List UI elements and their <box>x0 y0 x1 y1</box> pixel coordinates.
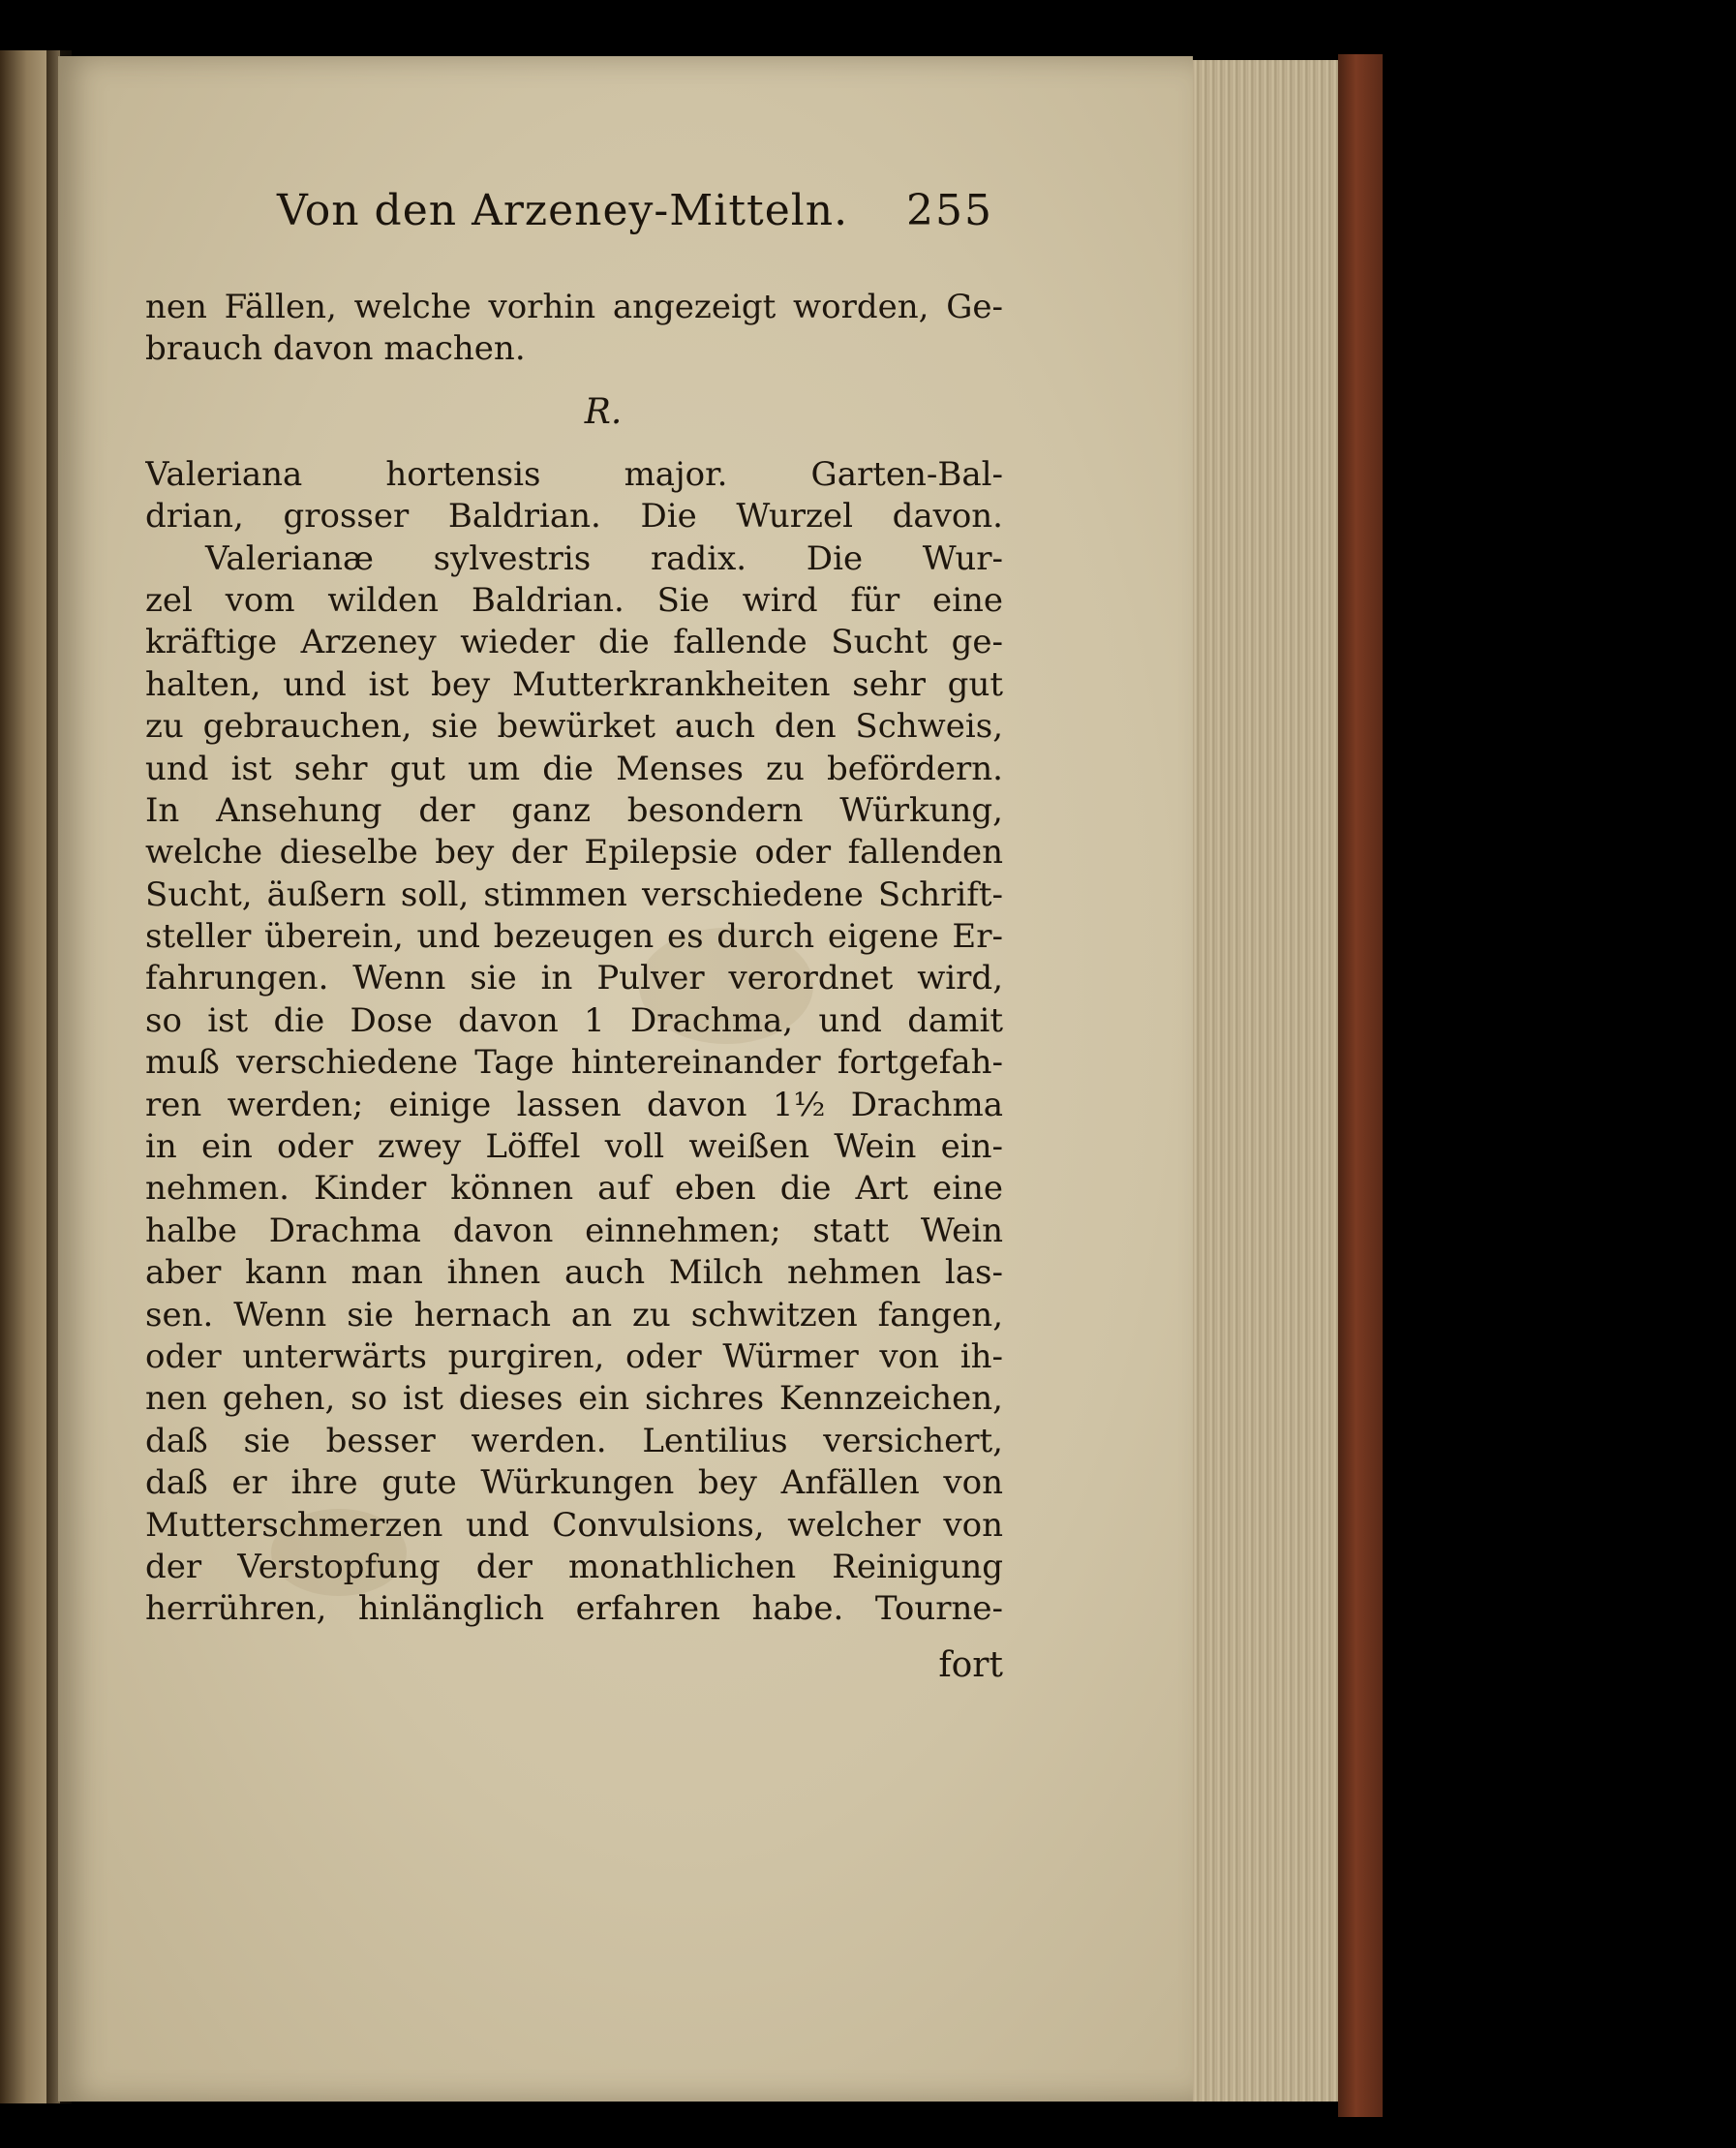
text-line: und ist sehr gut um die Menses zu befördern. <box>145 749 1003 788</box>
text-line: daß er ihre gute Würkungen bey Anfällen von <box>145 1463 1003 1503</box>
text-line: Valerianæ sylvestris radix. Die Wur- <box>205 538 1003 578</box>
text-line: brauch davon machen. <box>145 329 526 369</box>
running-title: Von den Arzeney-Mitteln. <box>277 186 849 235</box>
page-number: 255 <box>906 186 993 235</box>
page-block-edges <box>1193 60 1338 2102</box>
text-line: In Ansehung der ganz besondern Würkung, <box>145 790 1003 830</box>
text-line: nehmen. Kinder können auf eben die Art eine <box>145 1169 1003 1209</box>
text-line: zel vom wilden Baldrian. Sie wird für eine <box>145 580 1003 620</box>
text-line: der Verstopfung der monathlichen Reinigung <box>145 1547 1003 1586</box>
text-line: Valeriana hortensis major. Garten-Bal- <box>145 454 1003 494</box>
text-line: zu gebrauchen, sie bewürket auch den Schweis, <box>145 707 1003 747</box>
text-line: nen Fällen, welche vorhin angezeigt worden, Ge- <box>145 288 1003 326</box>
text-line: kräftige Arzeney wieder die fallende Sucht ge- <box>145 623 1003 662</box>
book-cover-edge <box>1338 54 1383 2117</box>
catchword: fort <box>938 1644 1003 1685</box>
text-line: Sucht, äußern soll, stimmen verschiedene Schrift- <box>145 875 1003 914</box>
text-line: halten, und ist bey Mutterkrankheiten sehr gut <box>145 664 1003 704</box>
text-line: steller überein, und bezeugen es durch eigene Er- <box>145 917 1003 957</box>
text-line: fahrungen. Wenn sie in Pulver verordnet wird, <box>145 959 1003 998</box>
text-line: drian, grosser Baldrian. Die Wurzel davon. <box>145 497 1003 537</box>
text-line: ren werden; einige lassen davon 1½ Drachma <box>145 1085 1003 1124</box>
text-line: muß verschiedene Tage hintereinander fortgefah- <box>145 1043 1003 1083</box>
text-line: so ist die Dose davon 1 Drachma, und damit <box>145 1000 1003 1040</box>
text-line: aber kann man ihnen auch Milch nehmen las- <box>145 1253 1003 1293</box>
section-letter: R. <box>584 391 623 432</box>
text-line: nen gehen, so ist dieses ein sichres Kennzeichen, <box>145 1379 1003 1419</box>
text-line: daß sie besser werden. Lentilius versichert, <box>145 1421 1003 1460</box>
text-line: oder unterwärts purgiren, oder Würmer von ih- <box>145 1336 1003 1376</box>
body-text <box>145 287 1003 1695</box>
text-line: welche dieselbe bey der Epilepsie oder fallenden <box>145 833 1003 873</box>
text-line: Mutterschmerzen und Convulsions, welcher von <box>145 1505 1003 1545</box>
text-line: sen. Wenn sie hernach an zu schwitzen fangen, <box>145 1295 1003 1335</box>
text-line: in ein oder zwey Löffel voll weißen Wein ein- <box>145 1127 1003 1167</box>
text-line: halbe Drachma davon einnehmen; statt Wein <box>145 1211 1003 1250</box>
text-line: herrühren, hinlänglich erfahren habe. Tourne- <box>145 1589 1003 1629</box>
page-header <box>277 186 993 254</box>
